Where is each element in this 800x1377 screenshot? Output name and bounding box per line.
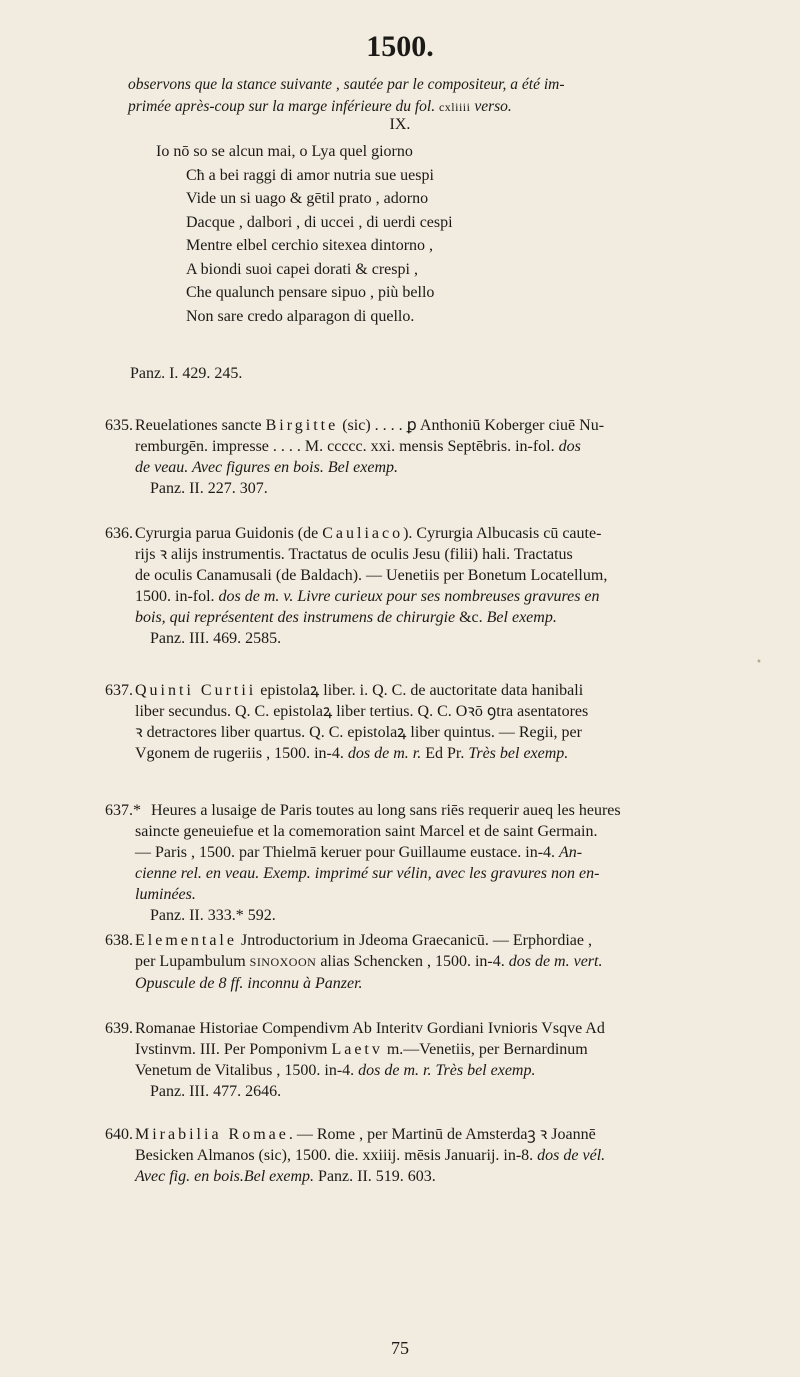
- entry-text: remburgēn. impresse . . . . M. ccccc. xxi. mensis Septēbris. in-fol.: [135, 438, 559, 455]
- entry-text: (sic) . . . . ꝑ Anthoniū Koberger ciuē Nu-: [338, 417, 605, 434]
- entry-line: [105, 701, 715, 722]
- entry-line: [105, 680, 715, 701]
- entry-text: luminées.: [135, 886, 196, 903]
- entry-number: 635.: [105, 417, 133, 434]
- entry-line: [105, 415, 715, 436]
- entry-text: Venetum de Vitalibus , 1500. in-4.: [135, 1062, 359, 1079]
- entry-text: de veau. Avec figures en bois. Bel exemp.: [135, 459, 399, 476]
- verse-line: A biondi suoi capei dorati & crespi ,: [186, 260, 418, 278]
- entry-text: alias Schencken , 1500. in-4.: [316, 953, 509, 970]
- entry-line: [105, 800, 715, 821]
- entry-text: Ed Pr.: [421, 745, 469, 762]
- entry-number: 639.: [105, 1020, 133, 1037]
- stanza-numeral: IX.: [389, 116, 411, 133]
- stanza-introduction: [128, 74, 728, 118]
- entry-line: [105, 863, 715, 884]
- entry-line: [105, 586, 715, 607]
- verse-line: Cħ a bei raggi di amor nutria sue uespi: [186, 166, 434, 184]
- entry-text: Cauliaco: [322, 525, 404, 542]
- entry-text: Jntroductorium in Jdeoma Graecanicū. — Erphordiae ,: [236, 932, 592, 949]
- entry-text: &c.: [459, 609, 487, 626]
- entry-number: 638.: [105, 932, 133, 949]
- entry-line: [105, 523, 715, 544]
- entry-text: dos de m. r. Très bel exemp.: [358, 1062, 536, 1079]
- entry-text: Panz. II. 227. 307.: [150, 480, 268, 497]
- entry-text: Elementale: [135, 932, 237, 949]
- entry-text: Panz. III. 469. 2585.: [150, 630, 282, 647]
- entry-text: 1500. in-fol.: [135, 588, 219, 605]
- entry-line: [105, 821, 715, 842]
- stanza-panzer-reference: Panz. I. 429. 245.: [130, 365, 243, 382]
- entry-text: Quinti Curtii: [135, 682, 257, 699]
- entry-line: [105, 884, 715, 905]
- entry-text: Besicken Almanos (sic), 1500. die. xxiiij. mēsis Januarij. in-8.: [135, 1147, 538, 1164]
- entry-text: dos de vél.: [537, 1147, 606, 1164]
- entry-line: [105, 1166, 715, 1187]
- entry-line: [105, 743, 715, 764]
- entry-text: Mirabilia Romae: [135, 1126, 289, 1143]
- entry-text: ꝛ detractores liber quartus. Q. C. epistolaꝝ liber quintus. — Regii, per: [135, 724, 582, 741]
- entry-number: 637.*: [105, 802, 141, 819]
- entry-text: Vgonem de rugeriis , 1500. in-4.: [135, 745, 348, 762]
- page-number: 75: [391, 1338, 409, 1358]
- verse-line: Vide un si uago & gētil prato , adorno: [186, 190, 429, 207]
- entry-text: Panz. II. 519. 603.: [314, 1168, 436, 1185]
- entry-text: Reuelationes sancte: [135, 417, 266, 434]
- entry-text: saincte geneuiefue et la comemoration saint Marcel et de saint Germain.: [135, 823, 598, 840]
- entry-line: [105, 436, 715, 457]
- page-year-heading: 1500.: [366, 30, 434, 63]
- margin-mark: •: [756, 657, 762, 668]
- entry-text: liber secundus. Q. C. epistolaꝝ liber tertius. Q. C. Oꝛō ꝯtra asentatores: [135, 703, 589, 720]
- folio-number: cxliiii: [438, 100, 471, 114]
- entry-number: 640.: [105, 1126, 133, 1143]
- entry-number: 637.: [105, 682, 133, 699]
- entry-text: Heures a lusaige de Paris toutes au long sans riēs requerir aueq les heures: [151, 802, 621, 819]
- entry-text: Ivstinvm. III. Per Pomponivm: [135, 1041, 332, 1058]
- entry-line: [105, 722, 715, 743]
- entry-text: m.—Venetiis, per Bernardinum: [382, 1041, 588, 1058]
- entry-text: rijs ꝛ alijs instrumentis. Tractatus de oculis Jesu (filii) hali. Tractatus: [135, 546, 573, 563]
- entry-line: [105, 1060, 715, 1081]
- entry-text: Panz. III. 477. 2646.: [150, 1083, 282, 1100]
- entry-line: [105, 951, 715, 973]
- entry-text: Birgitte: [265, 417, 339, 434]
- panzer-reference: [105, 905, 715, 926]
- entry-text: bois, qui représentent des instrumens de chirurgie: [135, 609, 460, 626]
- entry-text: Très bel exemp.: [468, 745, 569, 762]
- entry-text: SINOXOON: [249, 955, 317, 969]
- stanza-verse: [156, 140, 453, 328]
- entry-text: dos de m. v. Livre curieux pour ses nombreuses gravures en: [218, 588, 600, 605]
- entry-line: [105, 1039, 715, 1060]
- entry-text: ). Cyrurgia Albucasis cū caute-: [403, 525, 602, 542]
- entry-text: dos de m. r.: [347, 745, 422, 762]
- entry-line: [105, 607, 715, 628]
- catalog-entry: [105, 800, 715, 926]
- entry-text: . — Rome , per Martinū de Amsterdaꝫ ꝛ Joannē: [288, 1126, 596, 1143]
- verse-line: Mentre elbel cerchio sitexea dintorno ,: [186, 237, 434, 254]
- entry-text: de oculis Canamusali (de Baldach). — Uenetiis per Bonetum Locatellum,: [135, 567, 608, 584]
- catalog-entry: [105, 523, 715, 649]
- catalog-entry: [105, 680, 715, 764]
- entry-text: Panz. II. 333.* 592.: [150, 907, 276, 924]
- entry-line: [105, 1145, 715, 1166]
- verse-line: Io nō so se alcun mai, o Lya quel giorno: [156, 143, 413, 160]
- entry-line: [105, 457, 715, 478]
- entry-text: Romanae Historiae Compendivm Ab Interitv Gordiani Ivnioris Vsqve Ad: [135, 1020, 605, 1037]
- catalog-entry: [105, 1018, 715, 1102]
- catalog-entry: [105, 1124, 715, 1187]
- entry-line: [105, 1018, 715, 1039]
- entry-number: 636.: [105, 525, 133, 542]
- entry-text: — Paris , 1500. par Thielmā keruer pour Guillaume eustace. in-4.: [135, 844, 560, 861]
- intro-line-2: primée après-coup sur la marge inférieure du fol.: [128, 98, 439, 115]
- entry-text: Avec fig. en bois.Bel exemp.: [135, 1168, 315, 1185]
- intro-line-2-end: verso.: [470, 98, 512, 115]
- verse-line: Dacque , dalbori , di uccei , di uerdi cespi: [186, 213, 453, 231]
- entry-text: epistolaꝝ liber. i. Q. C. de auctoritate data hanibali: [256, 682, 584, 699]
- entry-line: [105, 930, 715, 951]
- entry-text: dos de m. vert.: [508, 953, 603, 970]
- verse-line: Che qualunch pensare sipuo , più bello: [186, 284, 435, 301]
- entry-line: [105, 842, 715, 863]
- entry-text: dos: [558, 438, 581, 455]
- entry-line: [105, 973, 715, 994]
- verse-line: Non sare credo alparagon di quello.: [186, 307, 415, 325]
- panzer-reference: [105, 628, 715, 649]
- entry-text: An-: [559, 844, 583, 861]
- entry-text: Cyrurgia parua Guidonis (de: [135, 525, 323, 542]
- catalog-entry: [105, 415, 715, 499]
- catalog-entry: [105, 930, 715, 994]
- entry-text: Opuscule de 8 ff. inconnu à Panzer.: [135, 975, 363, 992]
- panzer-reference: [105, 1081, 715, 1102]
- entry-line: [105, 1124, 715, 1145]
- entry-line: [105, 544, 715, 565]
- entry-text: Laetv: [331, 1041, 383, 1058]
- entry-text: cienne rel. en veau. Exemp. imprimé sur vélin, avec les gravures non en-: [135, 865, 600, 882]
- intro-line-1: observons que la stance suivante , sautée par le compositeur, a été im-: [128, 76, 565, 93]
- entry-line: [105, 565, 715, 586]
- entry-text: Bel exemp.: [486, 609, 557, 626]
- entry-text: per Lupambulum: [135, 953, 250, 970]
- panzer-reference: [105, 478, 715, 499]
